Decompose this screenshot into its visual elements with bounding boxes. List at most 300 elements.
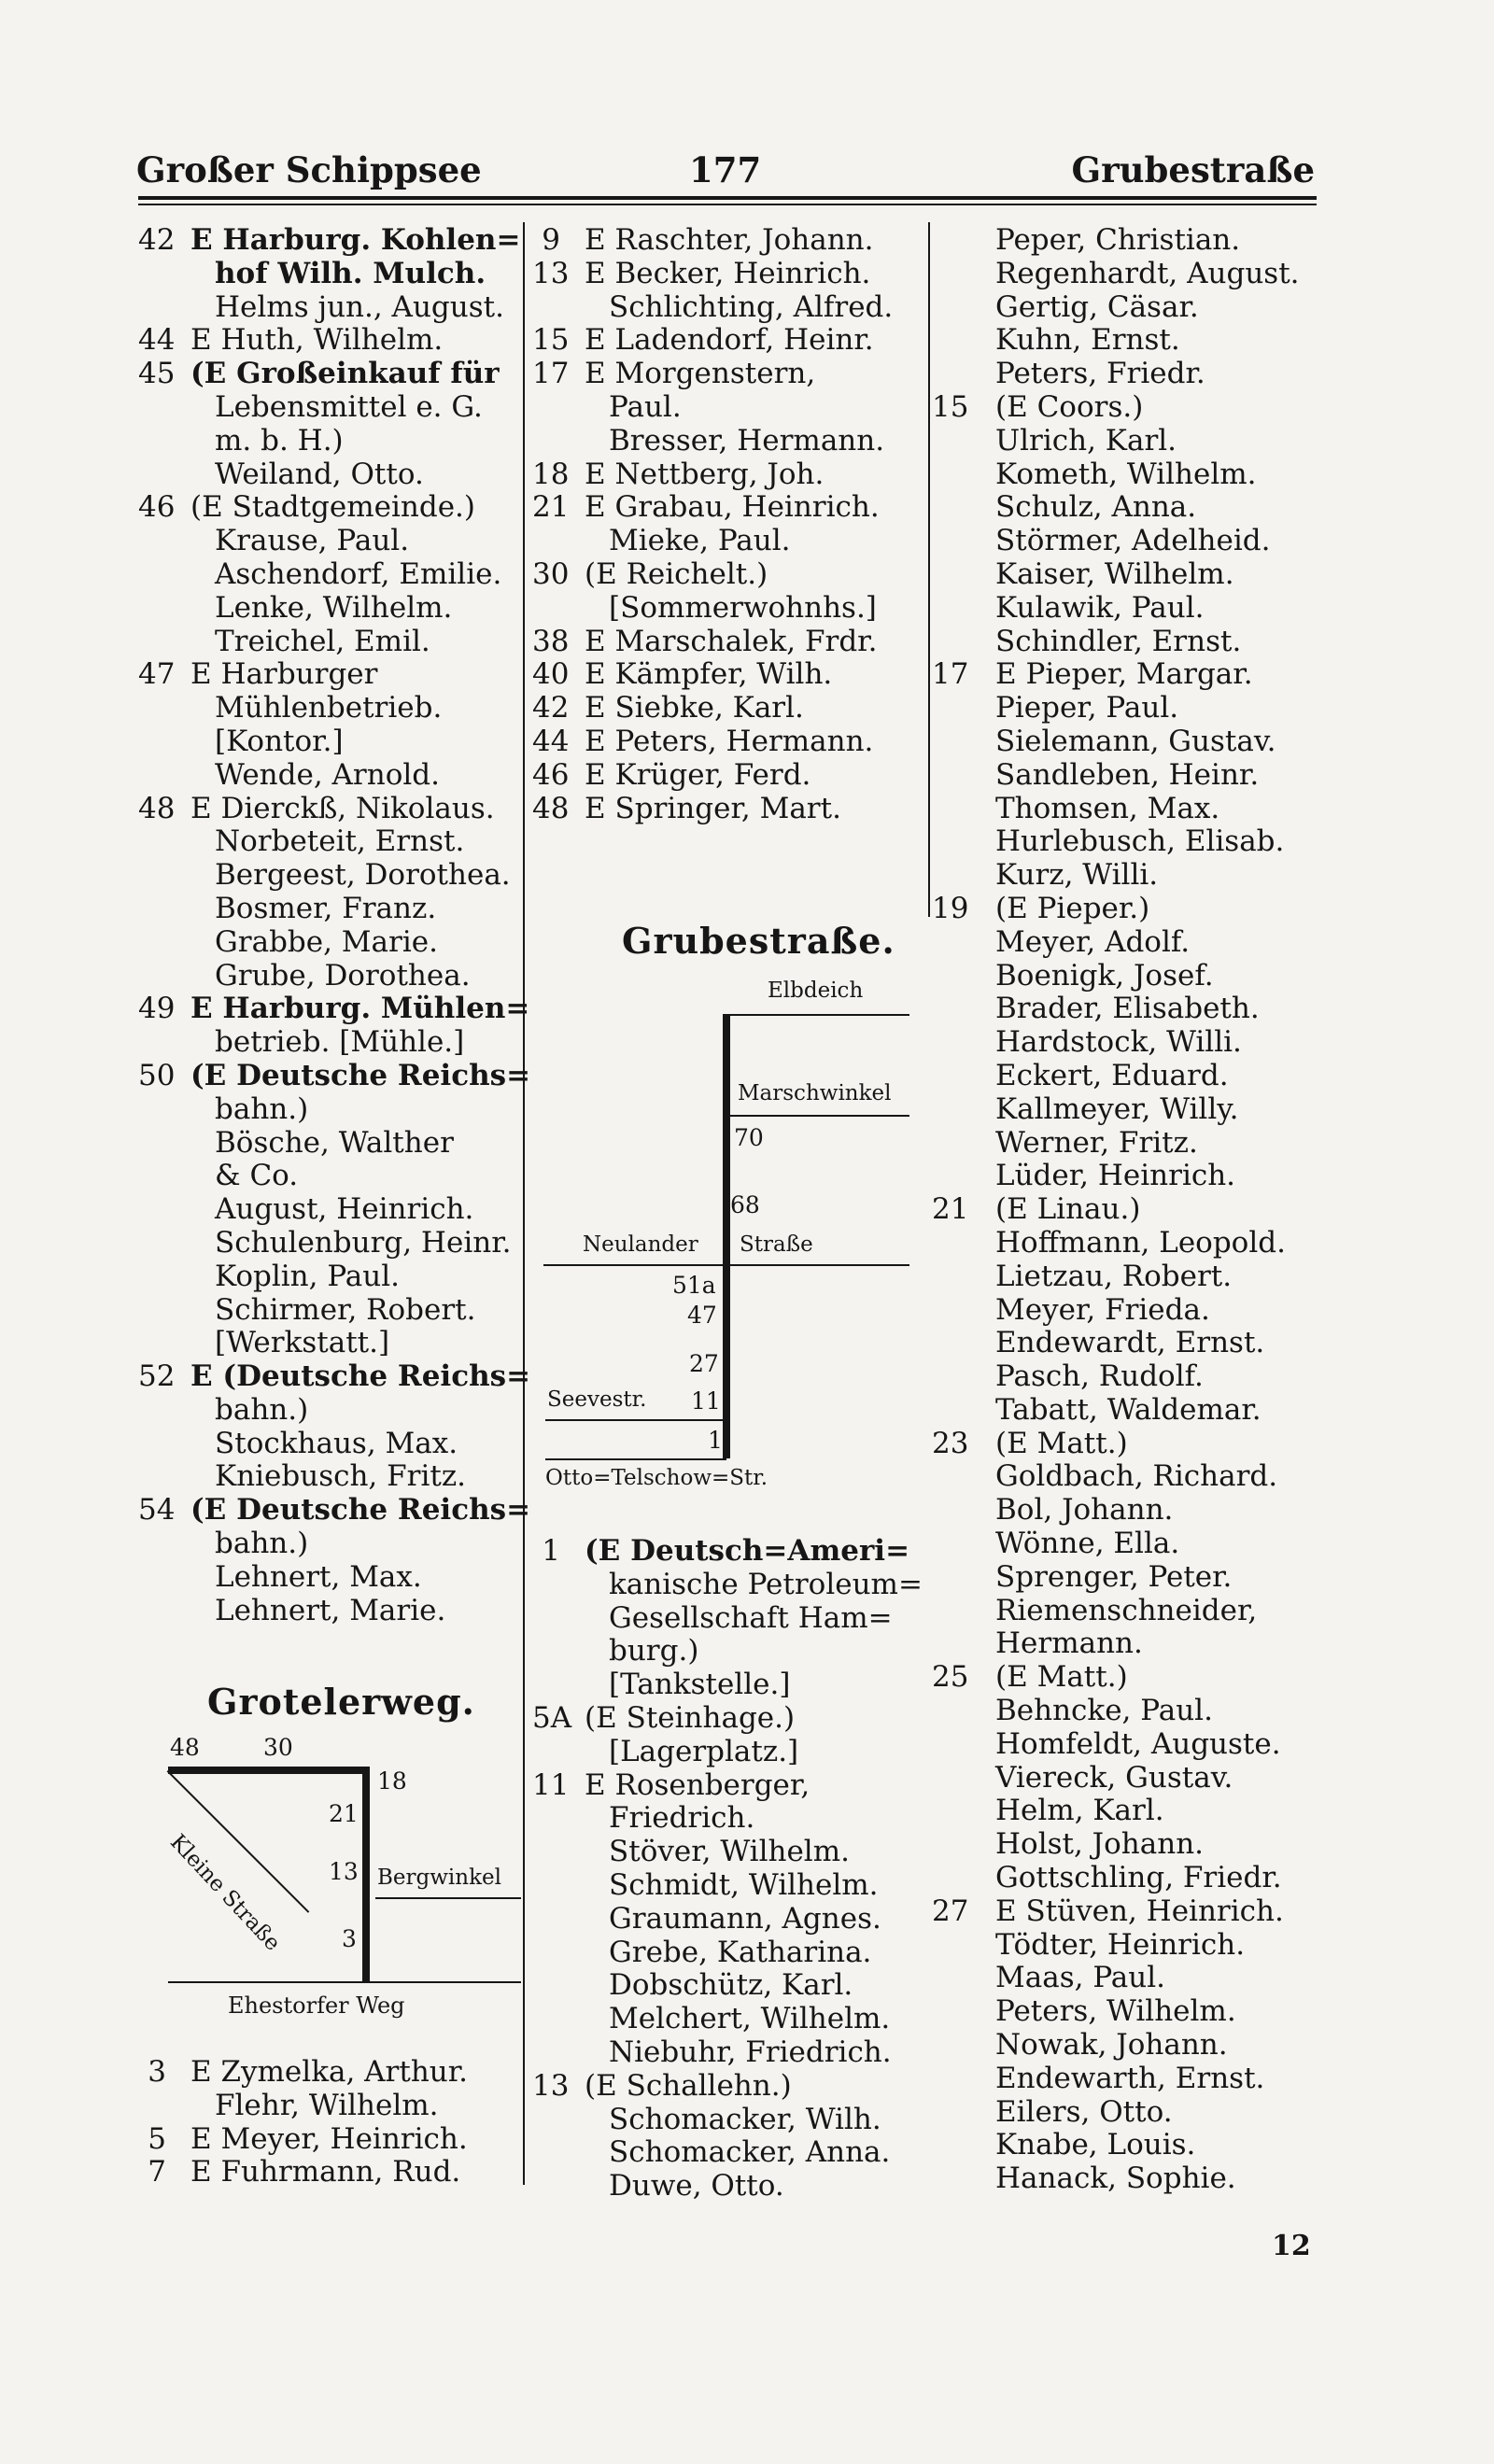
entry-text: Homfeldt, Auguste. <box>995 1726 1281 1761</box>
entry-text: August, Heinrich. <box>215 1192 474 1227</box>
entry-text: E Krüger, Ferd. <box>585 757 811 792</box>
entry-text: Viereck, Gustav. <box>995 1760 1233 1795</box>
entry-text: Sandleben, Heinr. <box>995 757 1260 792</box>
entry-row <box>932 1160 1317 1193</box>
entry-row <box>532 1668 924 1702</box>
entry-text: Lenke, Wilhelm. <box>215 590 453 625</box>
entry-text: (E Pieper.) <box>995 891 1150 925</box>
entry-row <box>138 859 521 893</box>
entry-text: Bol, Johann. <box>995 1493 1174 1528</box>
diagram-label-27: 27 <box>689 1350 719 1377</box>
column-2-lower <box>532 1535 924 2204</box>
entry-text: Mieke, Paul. <box>609 524 791 558</box>
diagram-label-strasse: Straße <box>740 1232 813 1257</box>
entry-text: Hanack, Sophie. <box>995 2161 1236 2196</box>
entry-text: (E Matt.) <box>995 1660 1128 1695</box>
entry-row <box>932 859 1317 893</box>
entry-text: (E Großeinkauf für <box>190 357 500 391</box>
house-number: 5 <box>148 2121 166 2156</box>
entry-text: Peper, Christian. <box>995 223 1241 257</box>
entry-text: (E Deutsche Reichs= <box>190 1058 531 1092</box>
entry-text: E Kämpfer, Wilh. <box>585 657 833 692</box>
house-number: 48 <box>532 791 570 825</box>
entry-row <box>138 224 521 258</box>
entry-text: E Meyer, Heinrich. <box>190 2121 468 2156</box>
street-heading-grotelerweg: Grotelerweg. <box>207 1681 475 1723</box>
column-1-lower <box>138 2056 521 2189</box>
diagram-label-21: 21 <box>329 1800 359 1827</box>
entry-text: E Springer, Mart. <box>585 791 841 825</box>
entry-row <box>932 1962 1317 1995</box>
diagram-label-48: 48 <box>170 1734 200 1761</box>
entry-text: Bösche, Walther <box>215 1125 454 1160</box>
entry-text: E Harburg. Mühlen= <box>190 992 530 1026</box>
entry-row <box>932 458 1317 492</box>
entry-text: Bresser, Hermann. <box>609 423 885 458</box>
entry-text: Meyer, Frieda. <box>995 1292 1210 1327</box>
entry-row <box>932 2129 1317 2162</box>
house-number: 40 <box>532 657 570 692</box>
entry-text: Goldbach, Richard. <box>995 1459 1278 1494</box>
entry-row <box>138 525 521 558</box>
house-number: 17 <box>532 357 570 391</box>
entry-row <box>932 525 1317 558</box>
entry-text: Nowak, Johann. <box>995 2028 1228 2063</box>
entry-row <box>138 2090 521 2123</box>
entry-text: Norbeteit, Ernst. <box>215 824 465 859</box>
house-number: 18 <box>532 457 570 491</box>
entry-row <box>532 2104 924 2137</box>
column-1-lower-entries <box>138 2056 521 2189</box>
house-number: 27 <box>932 1894 969 1928</box>
diagram-label-ehestorfer-weg: Ehestorfer Weg <box>228 1992 405 2019</box>
entry-text: Brader, Elisabeth. <box>995 992 1260 1026</box>
entry-row <box>932 1828 1317 1862</box>
entry-row <box>532 759 924 793</box>
entry-row <box>932 1862 1317 1895</box>
diagram-label-seevestr: Seevestr. <box>547 1387 647 1412</box>
entry-text: Aschendorf, Emilie. <box>215 556 502 591</box>
entry-row <box>532 291 924 325</box>
column-3-entries <box>932 224 1317 2196</box>
entry-row <box>532 725 924 759</box>
entry-row <box>532 1736 924 1769</box>
house-number: 44 <box>138 323 176 358</box>
entry-text: Schmidt, Wilhelm. <box>609 1867 879 1902</box>
house-number: 30 <box>532 556 570 591</box>
house-number: 52 <box>138 1359 176 1394</box>
entry-row <box>532 1702 924 1736</box>
diagram-elbdeich-line <box>726 1014 909 1016</box>
house-number: 49 <box>138 992 176 1026</box>
entry-text: Maas, Paul. <box>995 1961 1166 1995</box>
entry-text: [Kontor.] <box>215 724 344 758</box>
entry-text: E Pieper, Margar. <box>995 657 1253 692</box>
entry-text: Pasch, Rudolf. <box>995 1359 1204 1394</box>
entry-row <box>932 960 1317 993</box>
entry-row <box>138 1493 531 1528</box>
entry-text: Friedrich. <box>609 1801 755 1836</box>
entry-text: Grabbe, Marie. <box>215 924 438 959</box>
entry-text: E Fuhrmann, Rud. <box>190 2155 461 2189</box>
entry-text: Kurz, Willi. <box>995 858 1159 893</box>
entry-text: Kuhn, Ernst. <box>995 323 1180 358</box>
entry-text: E Dierckß, Nikolaus. <box>190 791 495 825</box>
entry-text: Treichel, Emil. <box>215 624 430 658</box>
entry-text: Helms jun., August. <box>215 289 504 324</box>
entry-row <box>138 626 521 659</box>
entry-row <box>932 358 1317 391</box>
entry-text: Hurlebusch, Elisab. <box>995 824 1285 859</box>
column-2-lower-entries <box>532 1535 924 2204</box>
entry-row <box>532 793 924 826</box>
entry-row <box>932 793 1317 826</box>
house-number: 25 <box>932 1660 969 1695</box>
entry-row <box>532 324 924 358</box>
house-number: 21 <box>532 490 570 525</box>
entry-text: Koplin, Paul. <box>215 1259 401 1293</box>
entry-row <box>932 291 1317 325</box>
entry-row <box>532 491 924 525</box>
entry-text: E Ladendorf, Heinr. <box>585 323 874 358</box>
house-number: 1 <box>542 1534 560 1568</box>
entry-text: hof Wilh. Mulch. <box>215 256 486 290</box>
entry-text: Peters, Friedr. <box>995 357 1205 391</box>
diagram-road-top <box>168 1767 370 1774</box>
running-head-left: Großer Schippsee <box>136 149 482 190</box>
entry-row <box>138 291 521 325</box>
entry-text: Krause, Paul. <box>215 524 410 558</box>
entry-text: Lietzau, Robert. <box>995 1259 1233 1293</box>
entry-text: Tabatt, Waldemar. <box>995 1392 1261 1427</box>
entry-text: burg.) <box>609 1634 699 1668</box>
entry-text: E Grabau, Heinrich. <box>585 490 880 525</box>
entry-row <box>932 1795 1317 1828</box>
entry-text: Holst, Johann. <box>995 1827 1205 1862</box>
entry-row <box>532 692 924 725</box>
street-heading-grubestrasse: Grubestraße. <box>622 920 895 962</box>
entry-text: Stöver, Wilhelm. <box>609 1835 850 1869</box>
entry-row <box>932 1561 1317 1595</box>
entry-text: Bosmer, Franz. <box>215 891 437 925</box>
entry-text: Kallmeyer, Willy. <box>995 1091 1239 1126</box>
entry-row <box>138 1394 521 1428</box>
entry-row <box>932 1428 1317 1461</box>
entry-text: Lehnert, Max. <box>215 1559 422 1594</box>
entry-text: Paul. <box>609 389 682 424</box>
entry-text: Melchert, Wilhelm. <box>609 2002 891 2036</box>
entry-text: E Raschter, Johann. <box>585 223 874 257</box>
entry-row <box>932 1528 1317 1561</box>
entry-row <box>138 893 521 926</box>
house-number: 46 <box>138 490 176 525</box>
entry-row <box>932 1929 1317 1963</box>
entry-text: Stockhaus, Max. <box>215 1426 458 1460</box>
entry-text: Schlichting, Alfred. <box>609 289 894 324</box>
entry-row <box>532 2136 924 2170</box>
entry-text: (E Stadtgemeinde.) <box>190 490 476 525</box>
entry-text: Flehr, Wilhelm. <box>215 2088 439 2122</box>
entry-row <box>138 1127 521 1161</box>
entry-text: E Zymelka, Arthur. <box>190 2055 469 2089</box>
header-rule-thick <box>138 196 1317 200</box>
entry-text: Niebuhr, Friedrich. <box>609 2035 892 2069</box>
entry-row <box>932 1995 1317 2029</box>
house-number: 3 <box>148 2055 166 2089</box>
entry-text: Schulz, Anna. <box>995 490 1197 525</box>
entry-row <box>932 1327 1317 1360</box>
entry-text: Peters, Wilhelm. <box>995 1994 1236 2029</box>
entry-text: Hoffmann, Leopold. <box>995 1225 1286 1260</box>
diagram-seevestr-line <box>545 1419 723 1421</box>
entry-row <box>932 1127 1317 1161</box>
entry-row <box>138 1026 521 1060</box>
entry-text: (E Steinhage.) <box>585 1700 796 1735</box>
column-divider-right <box>928 222 930 917</box>
diagram-label-kleine-strasse: Kleine Straße <box>164 1830 286 1956</box>
entry-row <box>932 1227 1317 1260</box>
entry-text: [Tankstelle.] <box>609 1668 791 1702</box>
entry-row <box>532 592 924 626</box>
house-number: 19 <box>932 891 969 925</box>
entry-row <box>932 1728 1317 1762</box>
entry-text: E Huth, Wilhelm. <box>190 323 444 358</box>
diagram-label-otto-telschow-str: Otto=Telschow=Str. <box>545 1466 768 1490</box>
entry-text: (E Linau.) <box>995 1192 1141 1227</box>
entry-row <box>932 1661 1317 1695</box>
entry-row <box>532 658 924 692</box>
diagram-marschwinkel-line <box>730 1115 909 1117</box>
diagram-ehestorfer-line <box>168 1981 521 1983</box>
column-1 <box>138 223 531 1627</box>
entry-row <box>932 692 1317 725</box>
entry-text: E Harburger <box>190 657 378 692</box>
entry-text: Thomsen, Max. <box>995 791 1220 825</box>
house-number: 5A <box>532 1700 572 1735</box>
column-divider-left <box>523 222 525 2185</box>
house-number: 47 <box>138 657 176 692</box>
entry-row <box>932 1394 1317 1428</box>
entry-text: Gottschling, Friedr. <box>995 1861 1282 1895</box>
entry-row <box>932 2096 1317 2130</box>
entry-row <box>138 425 521 458</box>
running-head-right: Grubestraße <box>1071 149 1315 190</box>
diagram-label-30: 30 <box>263 1734 293 1761</box>
entry-text: betrieb. [Mühle.] <box>215 1025 465 1060</box>
entry-row <box>932 1294 1317 1328</box>
entry-row <box>532 358 924 391</box>
entry-row <box>138 391 521 425</box>
entry-row <box>532 224 924 258</box>
entry-row <box>932 1260 1317 1294</box>
entry-text: [Werkstatt.] <box>215 1326 390 1360</box>
entry-row <box>532 1836 924 1869</box>
page-folio: 177 <box>689 149 762 190</box>
entry-text: Störmer, Adelheid. <box>995 524 1271 558</box>
house-number: 17 <box>932 657 969 692</box>
diagram-label-1: 1 <box>708 1427 723 1454</box>
entry-text: bahn.) <box>215 1527 309 1561</box>
entry-row <box>932 926 1317 960</box>
entry-row <box>532 1869 924 1903</box>
entry-text: Riemenschneider, <box>995 1593 1258 1627</box>
entry-text: Kulawik, Paul. <box>995 590 1205 625</box>
entry-row <box>138 725 521 759</box>
entry-row <box>932 491 1317 525</box>
entry-row <box>138 926 521 960</box>
entry-text: Boenigk, Josef. <box>995 958 1214 993</box>
column-1-entries <box>138 223 531 1627</box>
entry-row <box>138 692 521 725</box>
entry-row <box>932 1460 1317 1494</box>
entry-text: (E Matt.) <box>995 1426 1128 1460</box>
house-number: 13 <box>532 2068 570 2103</box>
entry-row <box>138 1528 521 1561</box>
entry-text: Helm, Karl. <box>995 1794 1164 1828</box>
entry-row <box>138 960 521 993</box>
entry-text: Knabe, Louis. <box>995 2128 1196 2162</box>
entry-text: Sprenger, Peter. <box>995 1559 1233 1594</box>
entry-text: Gesellschaft Ham= <box>609 1600 893 1635</box>
house-number: 23 <box>932 1426 969 1460</box>
entry-text: (E Coors.) <box>995 389 1144 424</box>
entry-row <box>138 1160 521 1193</box>
entry-text: Lebensmittel e. G. <box>215 389 483 424</box>
entry-row <box>932 2063 1317 2096</box>
entry-row <box>932 825 1317 859</box>
entry-row <box>932 1895 1317 1929</box>
entry-row <box>138 1327 521 1360</box>
entry-row <box>138 2123 521 2157</box>
entry-text: & Co. <box>215 1159 299 1193</box>
entry-row <box>532 2170 924 2204</box>
entry-text: Kometh, Wilhelm. <box>995 457 1257 491</box>
entry-row <box>932 658 1317 692</box>
entry-text: Endewarth, Ernst. <box>995 2061 1265 2095</box>
entry-text: Ulrich, Karl. <box>995 423 1177 458</box>
house-number: 15 <box>532 323 570 358</box>
entry-row <box>532 558 924 592</box>
house-number: 21 <box>932 1192 969 1227</box>
entry-row <box>138 1058 531 1093</box>
entry-text: Grebe, Katharina. <box>609 1935 872 1969</box>
house-number: 50 <box>138 1058 176 1092</box>
entry-row <box>532 425 924 458</box>
entry-row <box>138 1428 521 1461</box>
diagram-label-3: 3 <box>342 1925 357 1952</box>
entry-text: Hermann. <box>995 1626 1143 1661</box>
entry-text: Wende, Arnold. <box>215 757 440 792</box>
entry-text: Bergeest, Dorothea. <box>215 858 511 893</box>
entry-row <box>532 1635 924 1668</box>
entry-text: Schindler, Ernst. <box>995 624 1242 658</box>
entry-row <box>932 626 1317 659</box>
entry-row <box>138 491 521 525</box>
house-number: 9 <box>542 223 560 257</box>
diagram-label-18: 18 <box>377 1767 407 1795</box>
entry-row <box>138 1460 521 1494</box>
entry-text: Graumann, Agnes. <box>609 1901 881 1936</box>
entry-row <box>138 592 521 626</box>
entry-row <box>532 1535 924 1569</box>
entry-text: Grube, Dorothea. <box>215 958 471 993</box>
entry-row <box>138 1193 521 1227</box>
entry-text: Tödter, Heinrich. <box>995 1927 1246 1962</box>
entry-row <box>138 558 521 592</box>
entry-row <box>532 391 924 425</box>
diagram-label-70: 70 <box>734 1124 764 1151</box>
entry-text: Kaiser, Wilhelm. <box>995 556 1234 591</box>
entry-row <box>932 1093 1317 1127</box>
entry-row <box>932 2162 1317 2196</box>
entry-row <box>532 2003 924 2036</box>
entry-row <box>932 1026 1317 1060</box>
house-number: 44 <box>532 724 570 758</box>
entry-row <box>138 759 521 793</box>
entry-text: E Marschalek, Frdr. <box>585 624 878 658</box>
entry-row <box>932 1695 1317 1728</box>
entry-row <box>138 258 521 291</box>
diagram-label-bergwinkel: Bergwinkel <box>377 1866 501 1890</box>
entry-text: Hardstock, Willi. <box>995 1025 1242 1060</box>
entry-row <box>138 1595 521 1628</box>
entry-text: E Peters, Hermann. <box>585 724 874 758</box>
entry-row <box>138 358 521 391</box>
entry-row <box>932 1595 1317 1628</box>
entry-text: Schomacker, Anna. <box>609 2135 891 2170</box>
entry-text: Kniebusch, Fritz. <box>215 1459 467 1494</box>
entry-text: m. b. H.) <box>215 423 344 458</box>
entry-row <box>932 2029 1317 2063</box>
entry-row <box>532 1903 924 1936</box>
entry-row <box>532 1769 924 1803</box>
entry-text: Behncke, Paul. <box>995 1694 1213 1728</box>
house-number: 45 <box>138 357 176 391</box>
header-rule-thin <box>138 204 1317 205</box>
entry-row <box>532 2070 924 2104</box>
entry-row <box>532 626 924 659</box>
diagram-road-vertical <box>362 1767 370 1981</box>
entry-text: Eilers, Otto. <box>995 2094 1173 2129</box>
entry-text: (E Deutsch=Ameri= <box>585 1534 910 1568</box>
house-number: 13 <box>532 256 570 290</box>
entry-row <box>138 1294 521 1328</box>
entry-row <box>932 1494 1317 1528</box>
entry-row <box>138 825 521 859</box>
entry-row <box>932 324 1317 358</box>
column-3 <box>932 224 1317 2196</box>
entry-text: E Siebke, Karl. <box>585 691 804 725</box>
entry-text: Dobschütz, Karl. <box>609 1968 853 2003</box>
entry-row <box>932 1762 1317 1795</box>
entry-text: E Nettberg, Joh. <box>585 457 825 491</box>
entry-row <box>532 1969 924 2003</box>
entry-text: [Sommerwohnhs.] <box>609 590 877 625</box>
entry-text: (E Reichelt.) <box>585 556 768 591</box>
diagram-grubestrasse-road <box>723 1014 730 1458</box>
entry-row <box>138 1093 521 1127</box>
entry-text: Schulenburg, Heinr. <box>215 1225 512 1260</box>
entry-row <box>932 725 1317 759</box>
entry-row <box>532 1936 924 1970</box>
entry-text: Weiland, Otto. <box>215 457 424 491</box>
entry-text: bahn.) <box>215 1392 309 1427</box>
entry-text: bahn.) <box>215 1091 309 1126</box>
entry-row <box>138 2156 521 2189</box>
entry-text: E Stüven, Heinrich. <box>995 1894 1284 1928</box>
entry-row <box>138 1561 521 1595</box>
entry-text: Schirmer, Robert. <box>215 1292 476 1327</box>
